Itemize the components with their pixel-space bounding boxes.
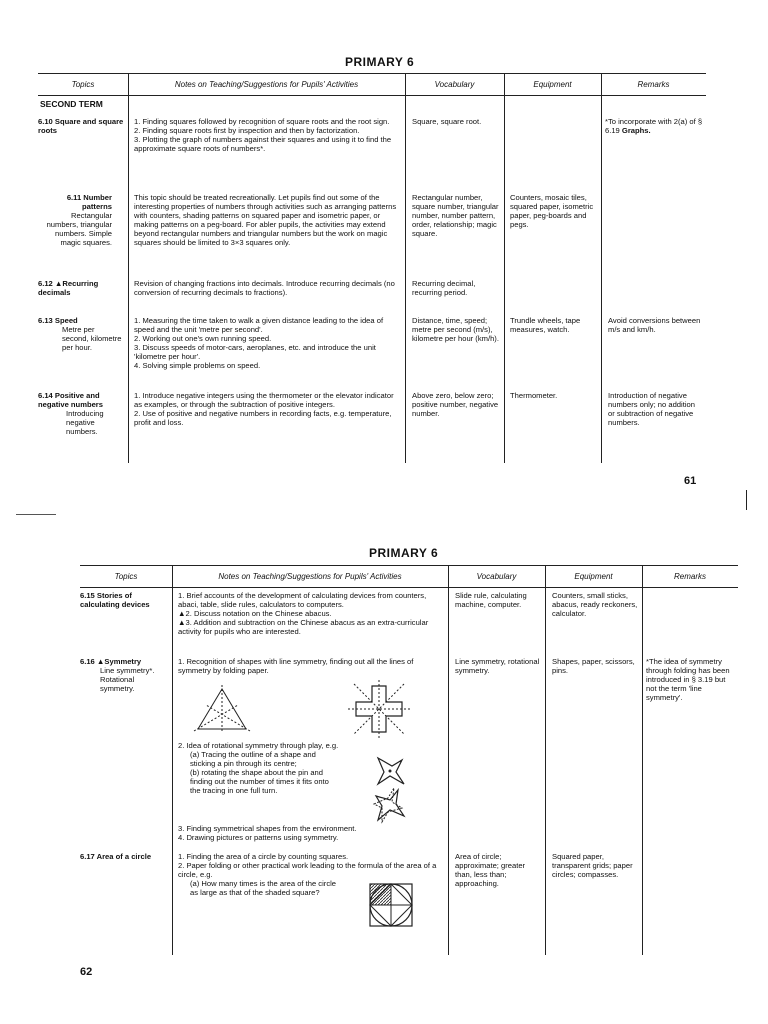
circle-in-square-figure <box>368 882 414 928</box>
notes-6-16-b-a: (a) Tracing the outline of a shape and sticking a pin through its centre; <box>190 750 316 768</box>
page-title-bottom: PRIMARY 6 <box>369 546 439 560</box>
notes-6-15-item-1: 1. Brief accounts of the development of calculating devices from counters, abaci, table, slide rules, calculators to computers. <box>178 591 427 609</box>
header-notes-2: Notes on Teaching/Suggestions for Pupils' Activities <box>218 572 402 581</box>
vocab-6-11: Rectangular number, square number, triangular number, number pattern, order, relationship; magic square. <box>412 193 499 238</box>
header-vocabulary: Vocabulary <box>434 80 475 89</box>
notes-6-10-item-3: 3. Plotting the graph of numbers against their squares and using it to find the approximate square roots of numbers*. <box>134 135 392 153</box>
term-label: SECOND TERM <box>40 99 103 109</box>
notes-6-16-b <box>178 741 378 795</box>
notes-6-14-item-1: 1. Introduce negative integers using the thermometer or the elevator indicator as examples, or through the subtraction of positive integers. <box>134 391 394 409</box>
header-topics: Topics <box>71 80 95 89</box>
vocab-6-13: Distance, time, speed; metre per second (m/s), kilometre per hour (km/h). <box>412 316 499 343</box>
notes-6-13-item-2: 2. Working out one's own running speed. <box>134 334 272 343</box>
remarks-6-13: Avoid conversions between m/s and km/h. <box>608 316 701 334</box>
equip-6-13: Trundle wheels, tape measures, watch. <box>510 316 581 334</box>
topic-6-16 <box>80 657 162 693</box>
rotated-shape-figure <box>368 786 408 826</box>
page-separator-mark <box>16 514 56 515</box>
notes-6-10-item-2: 2. Finding square roots first by inspection and then by factorization. <box>134 126 360 135</box>
header-remarks-2: Remarks <box>673 572 706 581</box>
notes-6-17-sub: (a) How many times is the area of the circle as large as that of the shaded square? <box>190 879 337 897</box>
notes-6-14 <box>134 391 400 427</box>
topic-6-10-title: 6.10 Square and square roots <box>38 117 124 135</box>
header-topics-2: Topics <box>114 572 138 581</box>
topic-6-14 <box>38 391 125 436</box>
topic-6-12-title: 6.12 ▲Recurring decimals <box>38 279 99 297</box>
topic-6-10 <box>38 117 125 135</box>
topic-6-15 <box>80 591 162 609</box>
topic-6-11 <box>38 193 112 247</box>
topic-6-11-title: 6.11 Number patterns <box>66 193 112 211</box>
remarks-6-10-text: *To incorporate with 2(a) of § 6.19 <box>605 117 703 135</box>
notes-6-17-item-1: 1. Finding the area of a circle by counting squares. <box>178 852 349 861</box>
topic-6-16-title: 6.16 ▲Symmetry <box>80 657 142 666</box>
topic-6-14-sub: Introducing negative numbers. <box>66 409 104 436</box>
remarks-6-10 <box>605 117 705 135</box>
notes-6-11: This topic should be treated recreationally. Let pupils find out some of the interesting properties of numbers through activities such as arranging patterns with counters, shading patterns on squared paper and isometric paper, or making patterns on a peg-board. For abler pupils, the activities may extend beyond rectangular numbers and triangular numbers but the work on magic squares should be limited to 3×3 squares only. <box>134 193 397 247</box>
topic-6-16-sub: Line symmetry*. Rotational symmetry. <box>100 666 155 693</box>
topic-6-17 <box>80 852 162 861</box>
topic-6-14-title: 6.14 Positive and negative numbers <box>38 391 103 409</box>
notes-6-10-item-1: 1. Finding squares followed by recognition of square roots and the root sign. <box>134 117 390 126</box>
header-equipment-2: Equipment <box>574 572 613 581</box>
vocab-6-15: Slide rule, calculating machine, computer. <box>455 591 527 609</box>
notes-6-13-item-1: 1. Measuring the time taken to walk a given distance leading to the idea of speed and the unit 'metre per second'. <box>134 316 384 334</box>
equip-6-14: Thermometer. <box>510 391 558 400</box>
equip-6-17: Squared paper, transparent grids; paper circles; compasses. <box>552 852 633 879</box>
topic-6-13-title: 6.13 Speed <box>38 316 78 325</box>
notes-6-10 <box>134 117 400 153</box>
vocab-6-17: Area of circle; approximate; greater than, less than; approaching. <box>455 852 526 888</box>
topic-6-15-title: 6.15 Stories of calculating devices <box>80 591 150 609</box>
header-equipment: Equipment <box>533 80 572 89</box>
equip-6-16: Shapes, paper, scissors, pins. <box>552 657 635 675</box>
remarks-6-10-bold: Graphs. <box>621 126 651 135</box>
triangle-symmetry-figure <box>192 685 252 735</box>
remarks-6-14: Introduction of negative numbers only; no addition or subtraction of negative numbers. <box>608 391 695 427</box>
topic-6-12 <box>38 279 125 297</box>
topic-6-13 <box>38 316 125 352</box>
notes-6-15 <box>178 591 446 636</box>
notes-6-15-item-2: ▲2. Discuss notation on the Chinese abacus. <box>178 609 332 618</box>
header-notes: Notes on Teaching/Suggestions for Pupils' Activities <box>174 80 359 89</box>
vocab-6-12: Recurring decimal, recurring period. <box>412 279 476 297</box>
notes-6-16-c-item-4: 4. Drawing pictures or patterns using symmetry. <box>178 833 339 842</box>
notes-6-16-a: 1. Recognition of shapes with line symmetry, finding out all the lines of symmetry by folding paper. <box>178 657 414 675</box>
notes-6-13-item-4: 4. Solving simple problems on speed. <box>134 361 261 370</box>
notes-6-13 <box>134 316 400 370</box>
notes-6-15-item-3: ▲3. Addition and subtraction on the Chinese abacus as an extra-curricular activity for pupils who are interested. <box>178 618 429 636</box>
equip-6-15: Counters, small sticks, abacus, ready reckoners, calculator. <box>552 591 638 618</box>
topic-6-11-sub: Rectangular numbers, triangular numbers. Simple magic squares. <box>46 211 112 247</box>
notes-6-14-item-2: 2. Use of positive and negative numbers in recording facts, e.g. temperature, profit and loss. <box>134 409 392 427</box>
remarks-6-16: *The idea of symmetry through folding has been introduced in § 3.19 but not the term 'line symmetry'. <box>646 657 730 702</box>
vocab-6-14: Above zero, below zero; positive number, negative number. <box>412 391 499 418</box>
equip-6-11: Counters, mosaic tiles, squared paper, isometric paper, peg-boards and pegs. <box>510 193 594 229</box>
notes-6-16-c <box>178 824 443 842</box>
notes-6-16-b-b: (b) rotating the shape about the pin and finding out the number of times it fits onto the tracing in one full turn. <box>190 768 329 795</box>
notes-6-16-c-item-3: 3. Finding symmetrical shapes from the environment. <box>178 824 357 833</box>
page-title-top: PRIMARY 6 <box>345 55 415 69</box>
cross-symmetry-figure <box>344 680 414 740</box>
notes-6-17-item-2: 2. Paper folding or other practical work leading to the formula of the area of a circle, e.g. <box>178 861 437 879</box>
page-number-62: 62 <box>80 966 93 978</box>
vocab-6-10: Square, square root. <box>412 117 482 126</box>
pinwheel-shape-figure <box>372 754 408 788</box>
vocab-6-16: Line symmetry, rotational symmetry. <box>455 657 540 675</box>
page-number-61: 61 <box>684 475 697 487</box>
header-remarks: Remarks <box>637 80 670 89</box>
page-edge-mark <box>746 490 747 510</box>
notes-6-12: Revision of changing fractions into decimals. Introduce recurring decimals (no conversion of recurring decimals to fractions). <box>134 279 395 297</box>
notes-6-16-b-intro: 2. Idea of rotational symmetry through play, e.g. <box>178 741 339 750</box>
notes-6-13-item-3: 3. Discuss speeds of motor-cars, aeroplanes, etc. and introduce the unit 'kilometre per hour'. <box>134 343 376 361</box>
topic-6-13-sub: Metre per second, kilometre per hour. <box>62 325 122 352</box>
header-vocabulary-2: Vocabulary <box>476 572 517 581</box>
topic-6-17-title: 6.17 Area of a circle <box>80 852 152 861</box>
